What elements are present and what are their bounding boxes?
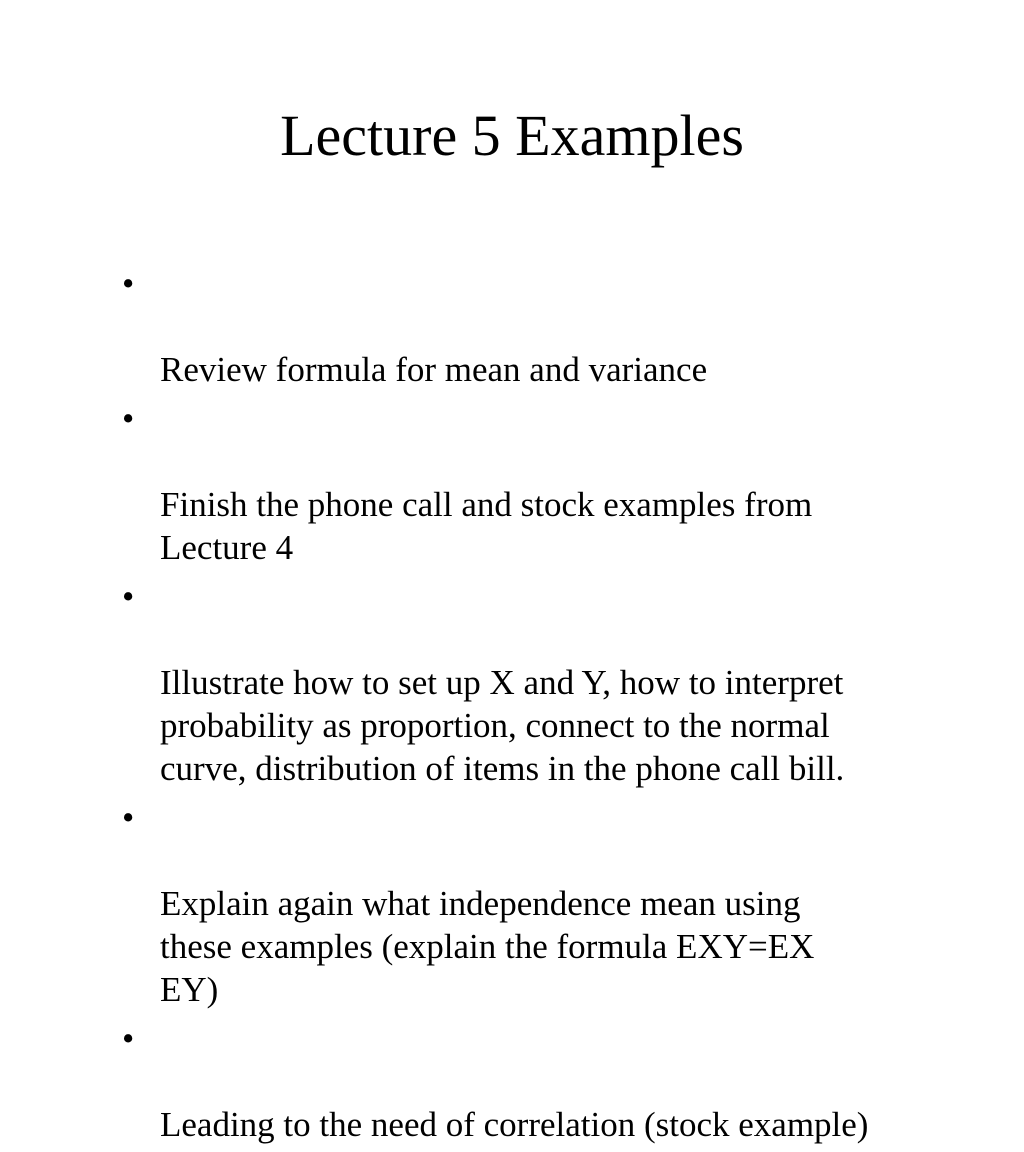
bullet-item [118, 262, 998, 391]
bullet-text: Explain again what independence mean using these examples (explain the formula EXY=EX EY) [160, 884, 815, 1009]
bullet-text: Leading to the need of correlation (stock example) [160, 1105, 869, 1144]
bullet-text: Illustrate how to set up X and Y, how to interpret probability as proportion, connect to the normal curve, distribution of items in the phone call bill. [160, 663, 845, 788]
bullet-icon: • [122, 798, 135, 837]
bullet-text: Finish the phone call and stock examples from Lecture 4 [160, 485, 813, 567]
bullet-item [118, 397, 998, 569]
bullet-icon: • [122, 264, 135, 303]
bullet-item [118, 575, 998, 790]
slide-title: Lecture 5 Examples [280, 103, 744, 168]
bullet-icon: • [122, 399, 135, 438]
bullet-list [118, 262, 998, 1152]
bullet-item [118, 796, 998, 1011]
bullet-icon: • [122, 1019, 135, 1058]
bullet-icon: • [122, 577, 135, 616]
bullet-item [118, 1017, 998, 1146]
bullet-text: Review formula for mean and variance [160, 350, 708, 389]
